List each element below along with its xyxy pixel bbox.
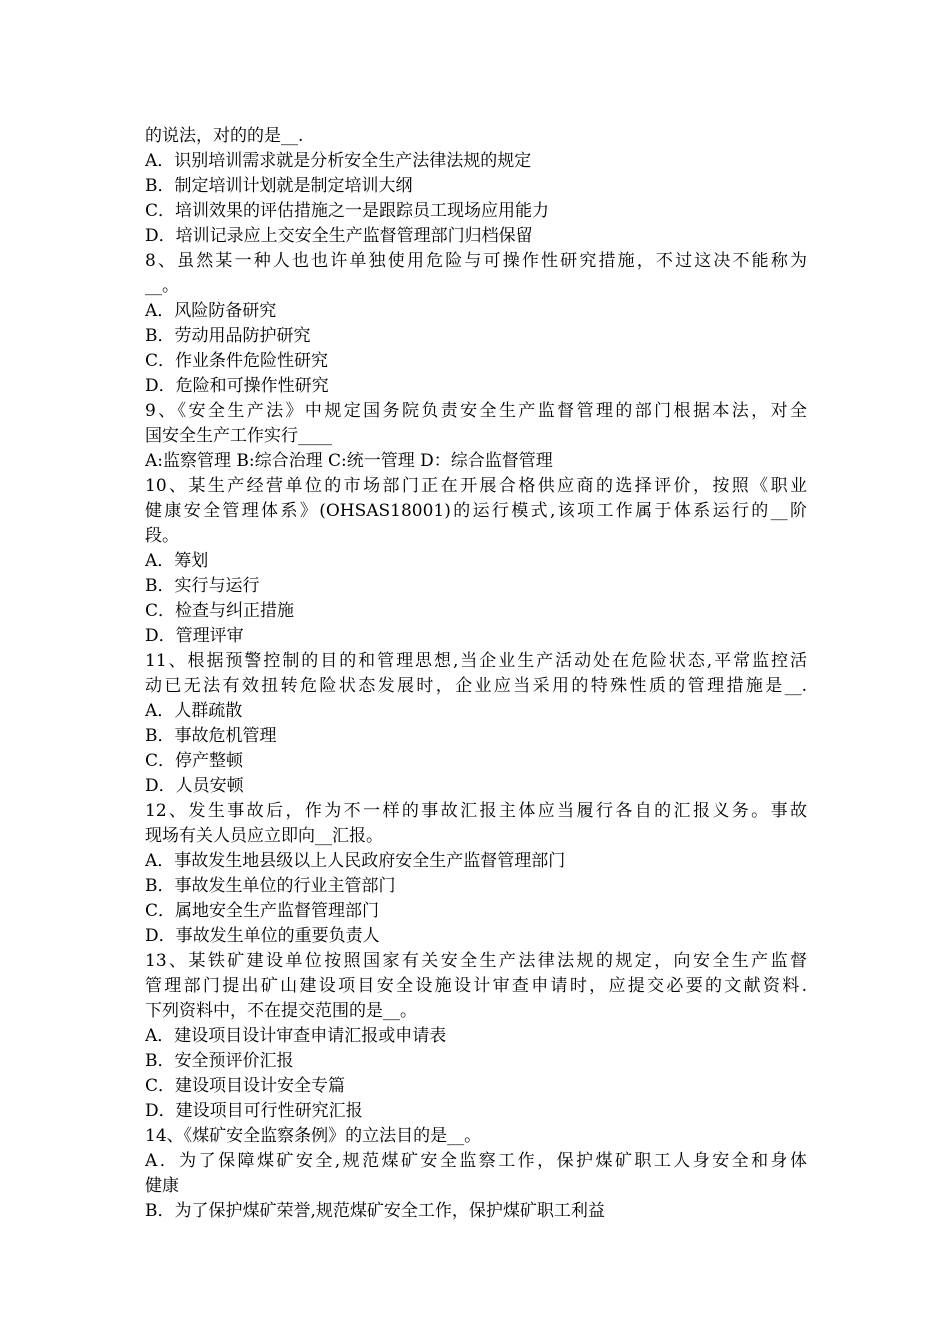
question-11: 11、根据预警控制的目的和管理思想,当企业生产活动处在危险状态,平常监控活 <box>145 651 807 671</box>
question-8-cont: __。 <box>145 276 179 296</box>
option-d: D．培训记录应上交安全生产监督管理部门归档保留 <box>145 226 533 246</box>
question-13-cont: 管理部门提出矿山建设项目安全设施设计审查申请时，应提交必要的文献资料. <box>145 976 807 996</box>
option-d: D．危险和可操作性研究 <box>145 376 329 396</box>
question-9-cont: 国安全生产工作实行____ <box>145 426 332 446</box>
document-body <box>145 124 807 1224</box>
option-b: B．为了保护煤矿荣誉,规范煤矿安全工作，保护煤矿职工利益 <box>145 1201 605 1221</box>
option-b: B．安全预评价汇报 <box>145 1051 294 1071</box>
question-9: 9、《安全生产法》中规定国务院负责安全生产监督管理的部门根据本法，对全 <box>145 401 807 421</box>
option-b: B．事故发生单位的行业主管部门 <box>145 876 396 896</box>
option-d: D．建设项目可行性研究汇报 <box>145 1101 363 1121</box>
question-8: 8、虽然某一种人也也许单独使用危险与可操作性研究措施，不过这决不能称为 <box>145 251 807 271</box>
option-b: B．劳动用品防护研究 <box>145 326 311 346</box>
option-d: D．人员安顿 <box>145 776 244 796</box>
option-c: C．属地安全生产监督管理部门 <box>145 901 380 921</box>
text-line: 的说法，对的的是__. <box>145 126 304 146</box>
option-a-cont: 健康 <box>145 1176 179 1196</box>
option-a: A．识别培训需求就是分析安全生产法律法规的规定 <box>145 151 532 171</box>
option-a: A．人群疏散 <box>145 701 243 721</box>
option-c: C．培训效果的评估措施之一是跟踪员工现场应用能力 <box>145 201 550 221</box>
option-a: A．事故发生地县级以上人民政府安全生产监督管理部门 <box>145 851 566 871</box>
question-10-cont: 段。 <box>145 526 179 546</box>
option-c: C．检查与纠正措施 <box>145 601 295 621</box>
question-11-cont: 动已无法有效扭转危险状态发展时，企业应当采用的特殊性质的管理措施是__. <box>145 676 807 696</box>
option-c: C．作业条件危险性研究 <box>145 351 329 371</box>
option-a: A．筹划 <box>145 551 209 571</box>
option-d: D．事故发生单位的重要负责人 <box>145 926 380 946</box>
question-13-cont: 下列资料中，不在提交范围的是__。 <box>145 1001 417 1021</box>
option-b: B．制定培训计划就是制定培训大纲 <box>145 176 413 196</box>
option-c: C．建设项目设计安全专篇 <box>145 1076 346 1096</box>
option-b: B．事故危机管理 <box>145 726 277 746</box>
option-b: B．实行与运行 <box>145 576 260 596</box>
question-13: 13、某铁矿建设单位按照国家有关安全生产法律法规的规定，向安全生产监督 <box>145 951 807 971</box>
question-14: 14、《煤矿安全监察条例》的立法目的是__。 <box>145 1126 482 1146</box>
question-9-options: A:监察管理 B:综合治理 C:统一管理 D：综合监督管理 <box>145 451 553 471</box>
question-10-cont: 健康安全管理体系》(OHSAS18001)的运行模式,该项工作属于体系运行的__阶 <box>145 501 807 521</box>
option-c: C．停产整顿 <box>145 751 244 771</box>
option-a: A．建设项目设计审查申请汇报或申请表 <box>145 1026 447 1046</box>
question-10: 10、某生产经营单位的市场部门正在开展合格供应商的选择评价，按照《职业 <box>145 476 807 496</box>
option-d: D．管理评审 <box>145 626 244 646</box>
question-12-cont: 现场有关人员应立即向__汇报。 <box>145 826 383 846</box>
question-12: 12、发生事故后，作为不一样的事故汇报主体应当履行各自的汇报义务。事故 <box>145 801 807 821</box>
option-a: A．为了保障煤矿安全,规范煤矿安全监察工作，保护煤矿职工人身安全和身体 <box>145 1151 807 1171</box>
option-a: A．风险防备研究 <box>145 301 277 321</box>
